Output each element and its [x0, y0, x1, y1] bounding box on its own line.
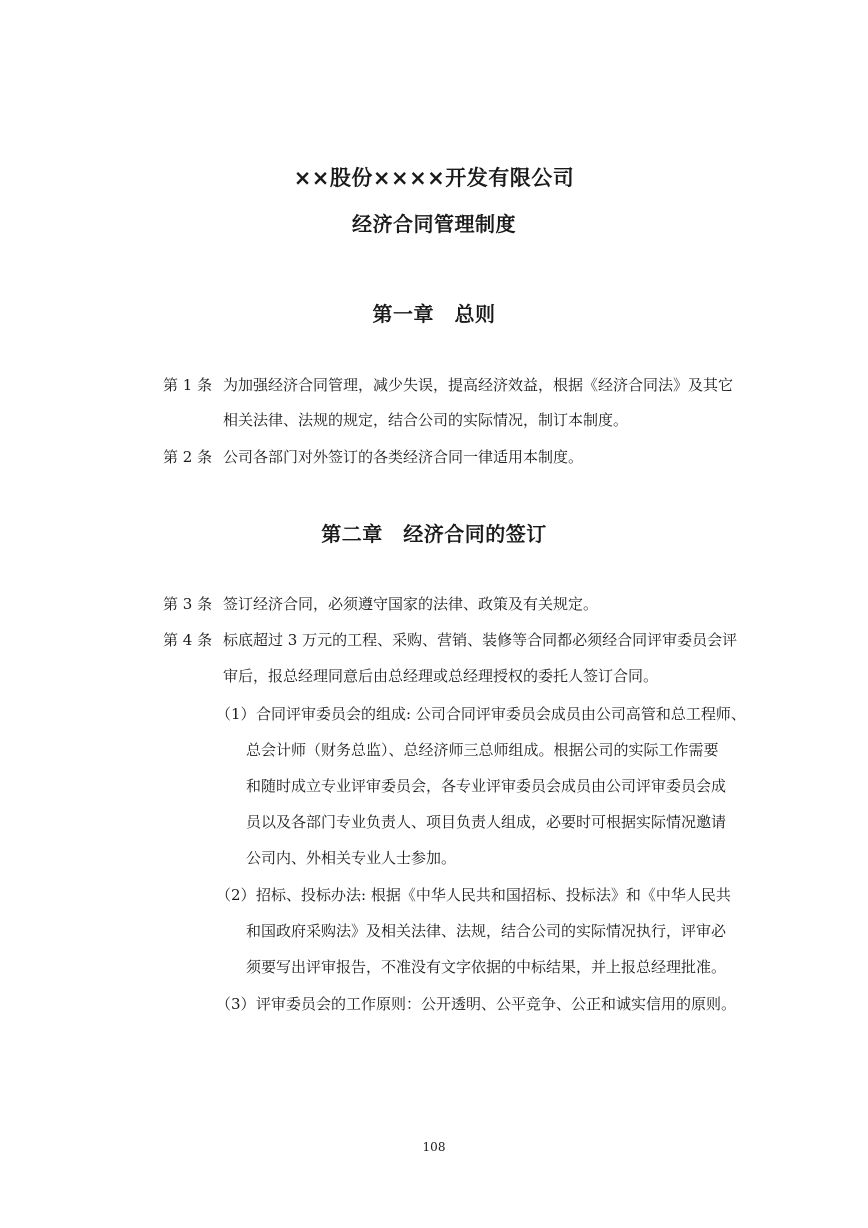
company-title: ××股份××××开发有限公司 [293, 166, 575, 190]
chapter-heading-1: 第一章 总则 [372, 302, 496, 326]
page-number: 108 [422, 1140, 446, 1154]
item-text-line: 合同评审委员会的组成: 公司合同评审委员会成员由公司高管和总工程师、 [256, 705, 746, 723]
article-text-line: 签订经济合同，必须遵守国家的法律、政策及有关规定。 [223, 595, 599, 613]
article-text-line: 标底超过 3 万元的工程、采购、营销、装修等合同都必须经合同评审委员会评 [223, 631, 738, 649]
item-label: （1） [216, 705, 256, 723]
article-label: 第 4 条 [163, 631, 213, 649]
article-text-line: 公司各部门对外签订的各类经济合同一律适用本制度。 [223, 448, 584, 466]
item-label: （2） [216, 886, 256, 904]
article-label: 第 3 条 [163, 595, 213, 613]
article-text-line: 相关法律、法规的规定，结合公司的实际情况，制订本制度。 [223, 411, 629, 429]
item-text-line: 和国政府采购法》及相关法律、法规，结合公司的实际情况执行，评审必 [246, 922, 727, 940]
document-title: 经济合同管理制度 [352, 212, 516, 236]
item-label: （3） [216, 995, 256, 1013]
chapter-heading-2: 第二章 经济合同的签订 [321, 522, 547, 546]
item-text-line: 总会计师（财务总监）、总经济师三总师组成。根据公司的实际工作需要 [246, 741, 719, 759]
item-text-line: 评审委员会的工作原则：公开透明、公平竞争、公正和诚实信用的原则。 [256, 995, 737, 1013]
item-text-line: 员以及各部门专业负责人、项目负责人组成，必要时可根据实际情况邀请 [246, 813, 727, 831]
article-label: 第 2 条 [163, 448, 213, 466]
item-text-line: 和随时成立专业评审委员会，各专业评审委员会成员由公司评审委员会成 [246, 777, 727, 795]
article-text-line: 为加强经济合同管理，减少失误，提高经济效益，根据《经济合同法》及其它 [223, 376, 734, 394]
item-text-line: 招标、投标办法: 根据《中华人民共和国招标、投标法》和《中华人民共 [256, 886, 731, 904]
article-label: 第 1 条 [163, 376, 213, 394]
item-text-line: 公司内、外相关专业人士参加。 [246, 849, 457, 867]
item-text-line: 须要写出评审报告，不准没有文字依据的中标结果，并上报总经理批准。 [246, 958, 727, 976]
article-text-line: 审后，报总经理同意后由总经理或总经理授权的委托人签订合同。 [223, 667, 659, 685]
